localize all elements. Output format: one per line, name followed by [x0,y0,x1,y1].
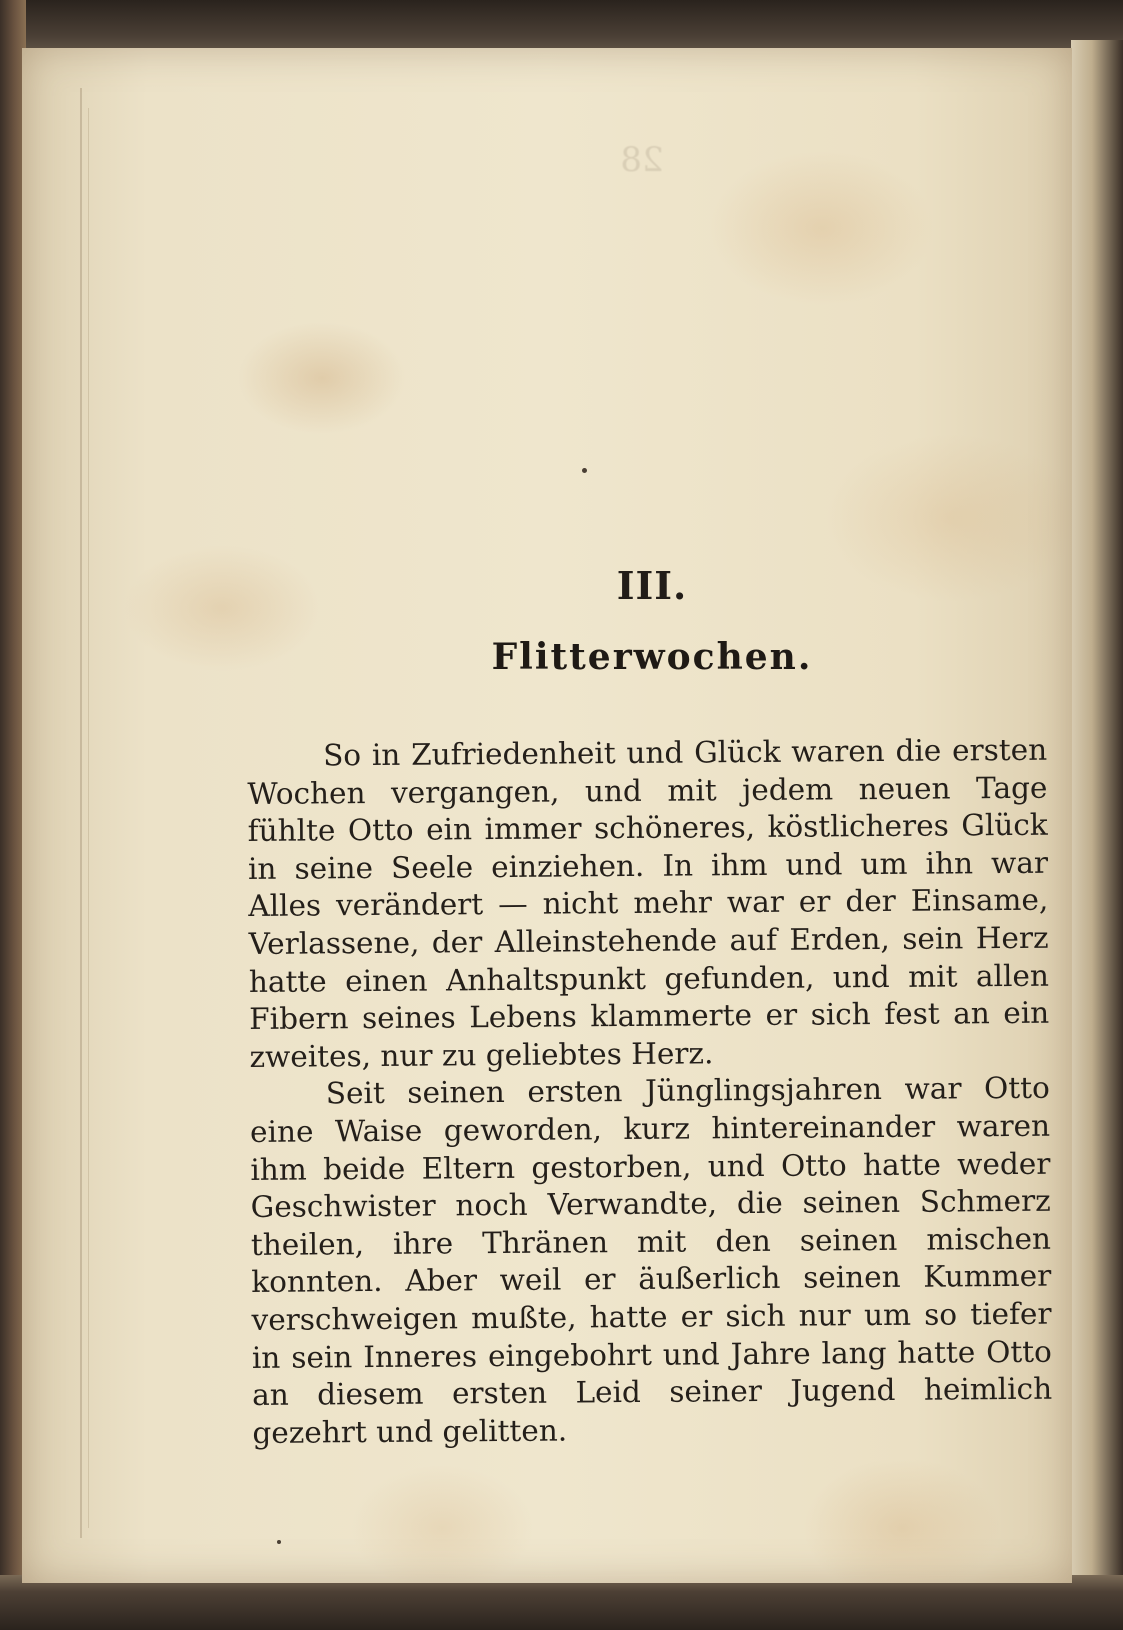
book-bottom-edge [0,1575,1123,1630]
book-page [22,48,1072,1583]
page-crease [80,88,82,1538]
book-fore-edge [1071,40,1123,1630]
chapter-title: Flitterwochen. [491,636,813,678]
mirrored-page-number: 28 [620,140,664,180]
chapter-number: III. [616,563,688,608]
paper-speck [277,1540,281,1544]
page-crease-inner [88,108,89,1528]
paragraph: Seit seinen ersten Jünglingsjahren war Otto eine Waise geworden, kurz hintereinander waren ihm beide Eltern gestorben, und Otto hatte weder Geschwister noch Verwandte, die seinen Schmerz theilen, ihre Thränen mit den seinen mischen konnten. Aber weil er äußerlich seinen Kummer verschweigen mußte, hatte er sich nur um so tiefer in sein Inneres eingebohrt und Jahre lang hatte Otto an diesem ersten Leid seiner Jugend heimlich gezehrt und gelitten. [249,1071,1053,1450]
paper-speck [582,468,587,473]
paragraph: So in Zufriedenheit und Glück waren die ersten Wochen vergangen, und mit jedem neuen Tage fühlte Otto ein immer schöneres, köstlicheres Glück in seine Seele einziehen. In ihm und um ihn war Alles verändert — nicht mehr war er der Einsame, Verlassene, der Alleinstehende auf Erden, sein Herz hatte einen Anhaltspunkt gefunden, und mit allen Fibern seines Lebens klammerte er sich fest an ein zweites, nur zu geliebtes Herz. [247,732,1050,1074]
show-through-text [232,138,1052,212]
body-text [247,732,1053,1453]
